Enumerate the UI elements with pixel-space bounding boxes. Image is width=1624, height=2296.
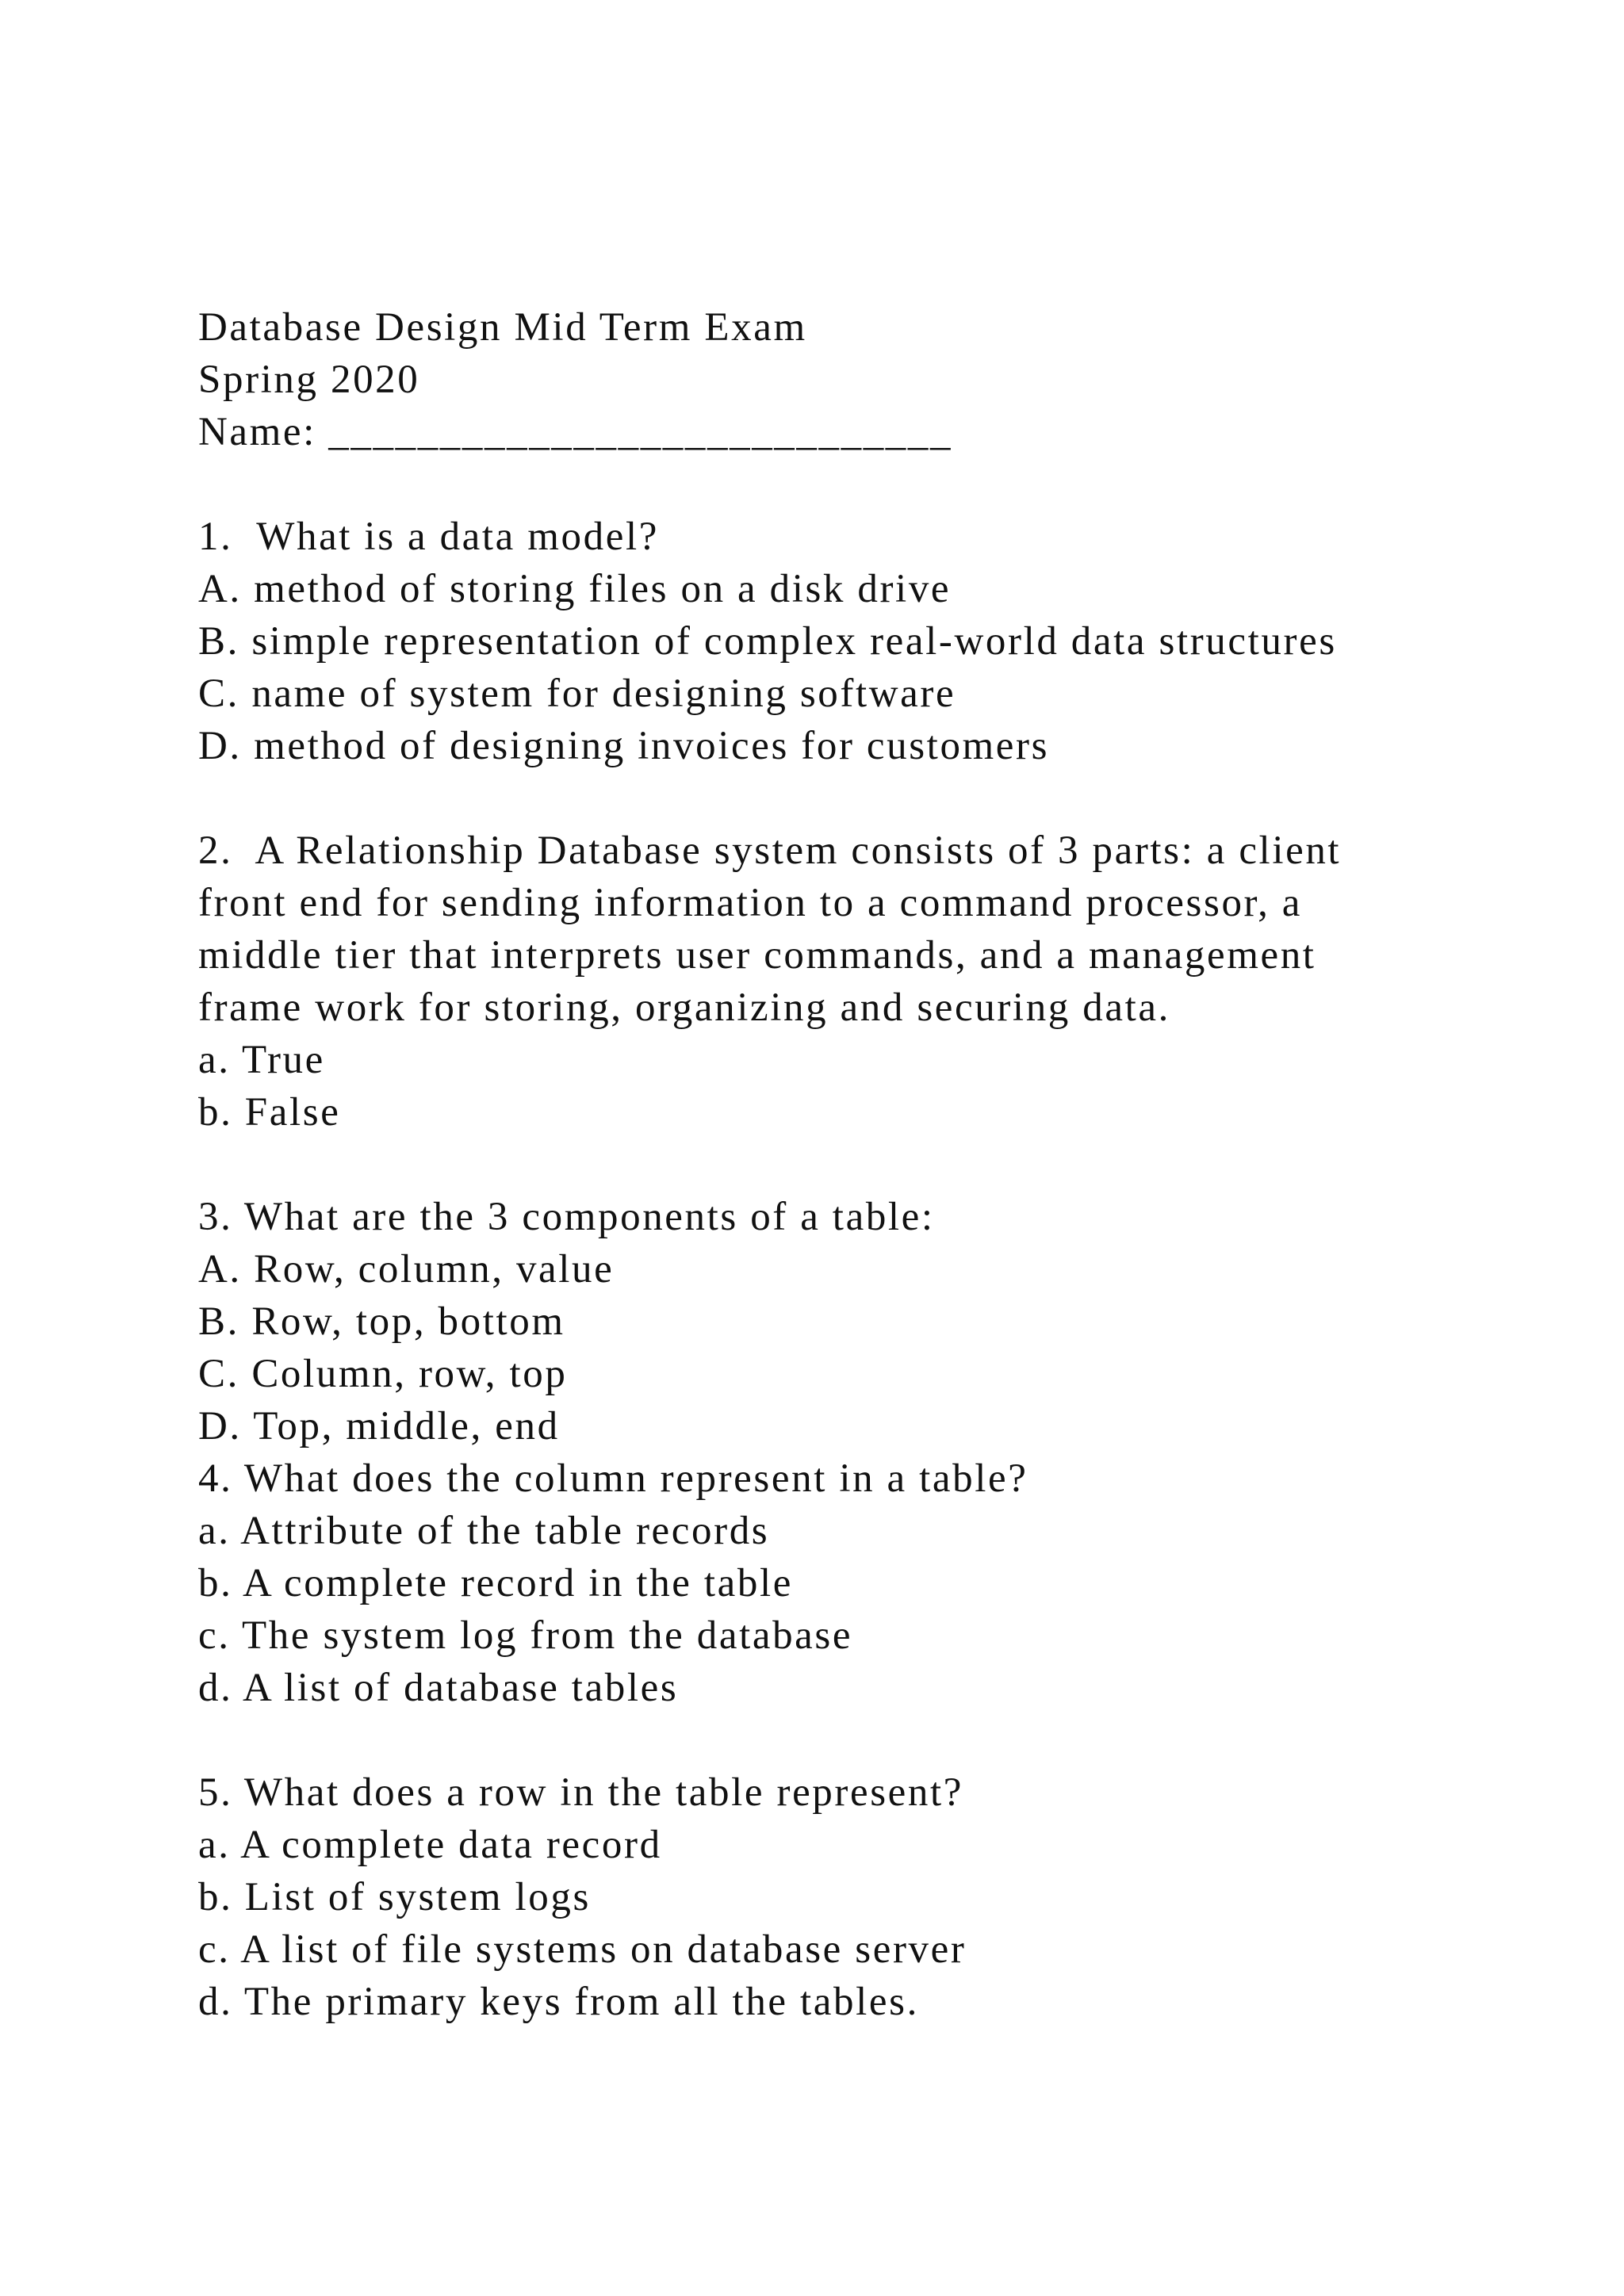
question-3-option-c: C. Column, row, top [198,1352,568,1396]
question-5-option-c: c. A list of file systems on database server [198,1927,967,1972]
question-3 [198,1191,1546,1452]
question-5-option-b: b. List of system logs [198,1875,591,1919]
question-1-option-a: A. method of storing files on a disk drive [198,567,952,611]
question-2 [198,825,1546,1138]
question-2-text-line-1: 2. A Relationship Database system consists of 3 parts: a client [198,828,1342,873]
question-3-option-d: D. Top, middle, end [198,1404,560,1448]
exam-content [198,301,1546,2028]
question-1 [198,511,1546,772]
question-1-option-b: B. simple representation of complex real-world data structures [198,619,1337,664]
spacer [198,772,1546,825]
question-3-text: 3. What are the 3 components of a table: [198,1195,935,1239]
question-4-text: 4. What does the column represent in a table? [198,1456,1028,1501]
question-4-option-c: c. The system log from the database [198,1613,853,1658]
question-3-option-b: B. Row, top, bottom [198,1299,565,1344]
spacer [198,1138,1546,1191]
question-2-option-b: b. False [198,1090,341,1135]
question-1-text: 1. What is a data model? [198,515,659,559]
question-4-option-a: a. Attribute of the table records [198,1509,770,1553]
exam-title: Database Design Mid Term Exam [198,305,807,350]
spacer [198,1714,1546,1766]
spacer [198,458,1546,511]
question-3-option-a: A. Row, column, value [198,1247,615,1292]
question-1-option-c: C. name of system for designing software [198,672,956,716]
name-line: Name: ____________________________ [198,410,953,454]
question-2-option-a: a. True [198,1038,325,1082]
question-4 [198,1452,1546,1714]
exam-term: Spring 2020 [198,358,420,402]
question-2-text-line-3: middle tier that interprets user commands, and a management [198,933,1316,978]
question-5 [198,1766,1546,2028]
question-5-option-a: a. A complete data record [198,1823,662,1867]
question-1-option-d: D. method of designing invoices for customers [198,724,1050,768]
question-4-option-d: d. A list of database tables [198,1666,679,1710]
question-2-text-line-2: front end for sending information to a command processor, a [198,881,1303,925]
question-5-text: 5. What does a row in the table represent? [198,1770,964,1815]
question-2-text-line-4: frame work for storing, organizing and securing data. [198,985,1170,1030]
question-5-option-d: d. The primary keys from all the tables. [198,1980,919,2024]
question-4-option-b: b. A complete record in the table [198,1561,793,1605]
